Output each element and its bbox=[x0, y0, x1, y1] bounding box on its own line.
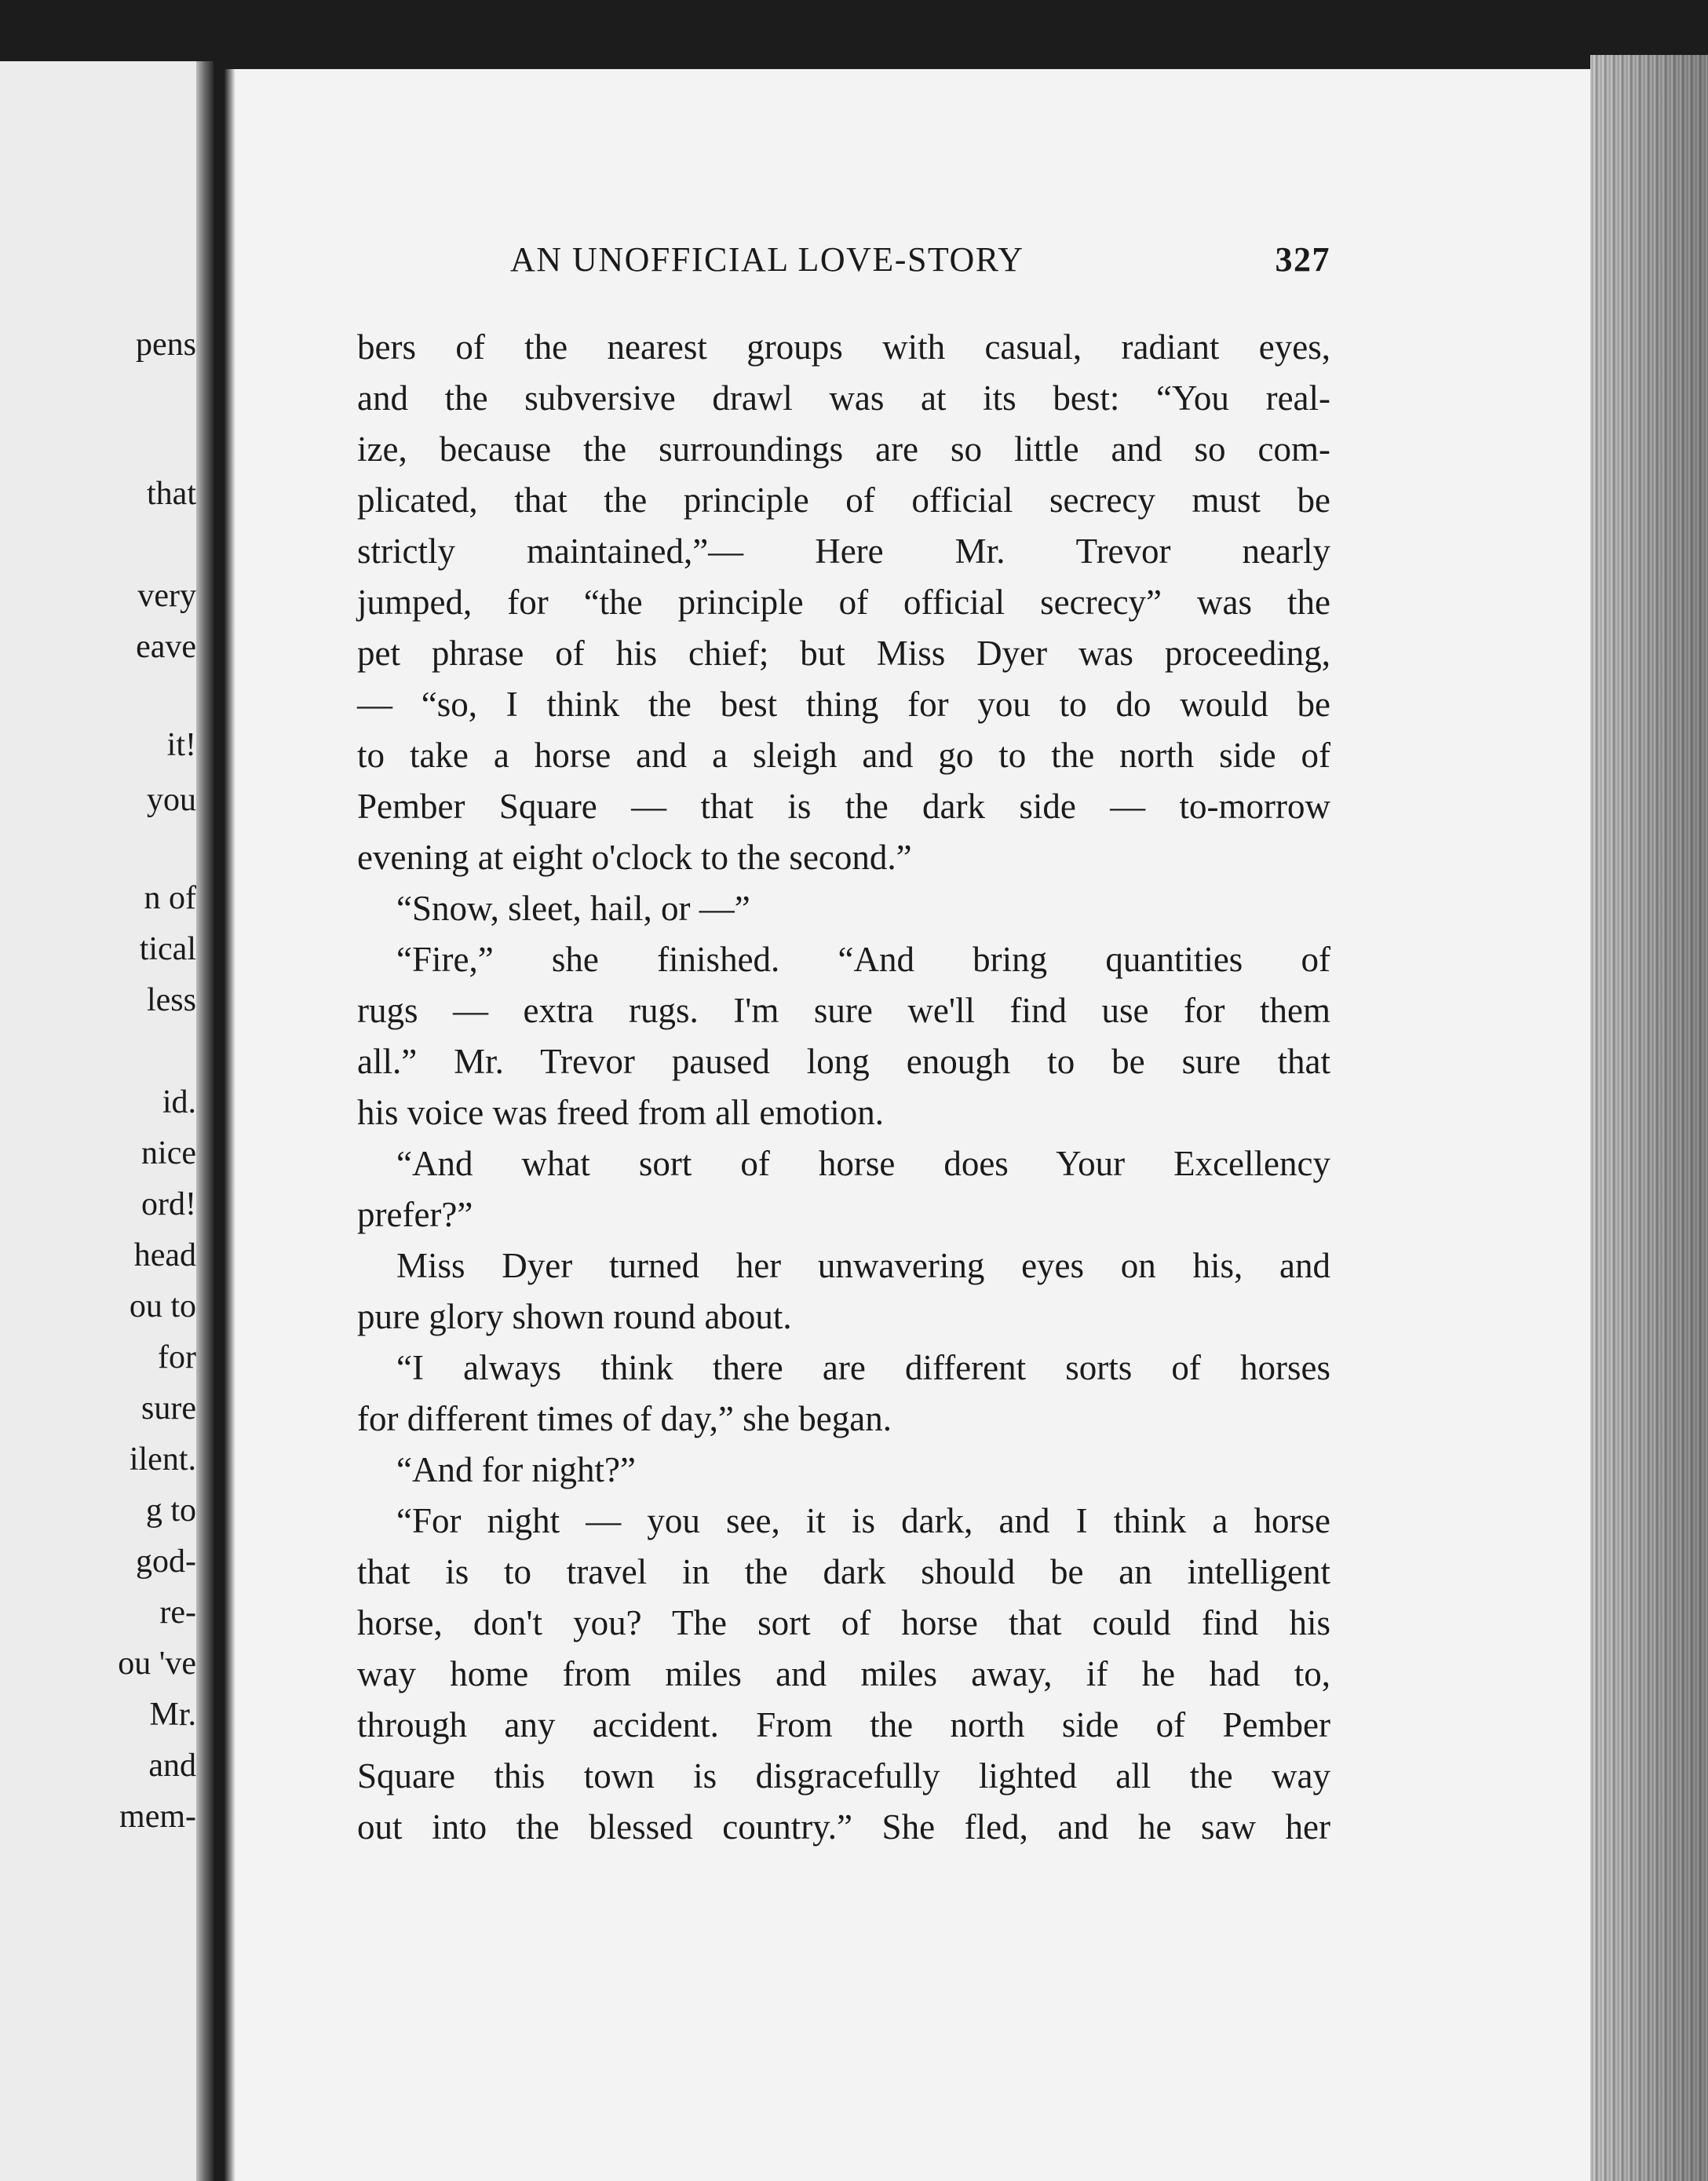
text-line: jumped, for “the principle of official secrecy” was the bbox=[357, 583, 1330, 622]
text-line: “I always think there are different sorts of horses bbox=[396, 1348, 1330, 1387]
text-line: “And for night?” bbox=[396, 1450, 636, 1489]
text-line: pure glory shown round about. bbox=[357, 1297, 792, 1336]
left-page-fragment: mem- bbox=[119, 1799, 196, 1835]
left-page-fragment: re- bbox=[159, 1595, 196, 1631]
text-line: plicated, that the principle of official secrecy must be bbox=[357, 480, 1330, 520]
left-page-fragment: less bbox=[147, 982, 196, 1018]
text-line: to take a horse and a sleigh and go to the north side of bbox=[357, 736, 1330, 775]
left-page-fragment: very bbox=[137, 578, 196, 614]
page-number: 327 bbox=[1275, 240, 1330, 279]
text-line: “Snow, sleet, hail, or —” bbox=[396, 889, 750, 928]
left-page-fragment: tical bbox=[139, 931, 196, 967]
text-line: Miss Dyer turned her unwavering eyes on his, and bbox=[396, 1246, 1330, 1285]
body-text bbox=[357, 322, 1330, 1853]
left-page-fragment: g to bbox=[145, 1492, 196, 1529]
text-line: Square this town is disgracefully lighted all the way bbox=[357, 1756, 1330, 1796]
left-page-fragment: eave bbox=[136, 629, 196, 665]
text-line: that is to travel in the dark should be an intelligent bbox=[357, 1552, 1330, 1591]
left-page-fragment: id. bbox=[162, 1084, 196, 1120]
text-line: prefer?” bbox=[357, 1195, 473, 1234]
text-line: way home from miles and miles away, if he had to, bbox=[357, 1654, 1330, 1693]
text-line: and the subversive drawl was at its best: “You real- bbox=[357, 378, 1330, 418]
left-page-fragment: ord! bbox=[141, 1186, 196, 1222]
text-line: “And what sort of horse does Your Excellency bbox=[396, 1144, 1330, 1183]
left-page-fragment: ilent. bbox=[129, 1441, 196, 1478]
text-line: bers of the nearest groups with casual, radiant eyes, bbox=[357, 327, 1330, 367]
text-line: “Fire,” she finished. “And bring quantities of bbox=[396, 940, 1330, 979]
left-page-fragment: Mr. bbox=[149, 1697, 196, 1733]
text-line: ize, because the surroundings are so little and so com- bbox=[357, 429, 1330, 469]
book-gutter bbox=[196, 61, 214, 2181]
left-page-fragment: god- bbox=[136, 1544, 196, 1580]
text-line: evening at eight o'clock to the second.” bbox=[357, 838, 912, 877]
left-page-fragment: for bbox=[158, 1339, 196, 1375]
left-page-fragment: nice bbox=[141, 1135, 196, 1171]
text-line: all.” Mr. Trevor paused long enough to be sure that bbox=[357, 1042, 1330, 1081]
left-page-fragment: that bbox=[147, 476, 196, 512]
text-line: through any accident. From the north side of Pember bbox=[357, 1705, 1330, 1744]
text-line: Pember Square — that is the dark side — to-morrow bbox=[357, 787, 1330, 826]
left-page-fragment: n of bbox=[144, 880, 196, 916]
left-page-fragment: it! bbox=[166, 727, 196, 763]
left-page-fragment: ou to bbox=[129, 1288, 196, 1324]
page-fold-shadow bbox=[224, 69, 235, 2181]
left-page bbox=[0, 61, 214, 2181]
text-line: — “so, I think the best thing for you to do would be bbox=[357, 685, 1330, 724]
text-line: horse, don't you? The sort of horse that could find his bbox=[357, 1603, 1330, 1642]
running-head-title: AN UNOFFICIAL LOVE-STORY bbox=[510, 240, 1024, 279]
text-line: out into the blessed country.” She fled, and he saw her bbox=[357, 1807, 1330, 1847]
left-page-fragment: pens bbox=[136, 327, 196, 363]
text-line: pet phrase of his chief; but Miss Dyer was proceeding, bbox=[357, 634, 1330, 673]
left-page-fragment: and bbox=[148, 1748, 196, 1784]
text-line: rugs — extra rugs. I'm sure we'll find use for them bbox=[357, 991, 1330, 1030]
left-page-fragment: ou 've bbox=[118, 1646, 196, 1682]
text-line: “For night — you see, it is dark, and I think a horse bbox=[396, 1501, 1330, 1540]
text-line: his voice was freed from all emotion. bbox=[357, 1093, 885, 1132]
text-line: strictly maintained,”— Here Mr. Trevor nearly bbox=[357, 532, 1330, 571]
page-edges bbox=[1590, 55, 1708, 2181]
left-page-fragment: sure bbox=[141, 1390, 196, 1427]
running-head bbox=[357, 239, 1330, 287]
left-page-fragment: head bbox=[133, 1237, 196, 1273]
left-page-fragment: you bbox=[147, 782, 196, 818]
text-line: for different times of day,” she began. bbox=[357, 1399, 892, 1438]
